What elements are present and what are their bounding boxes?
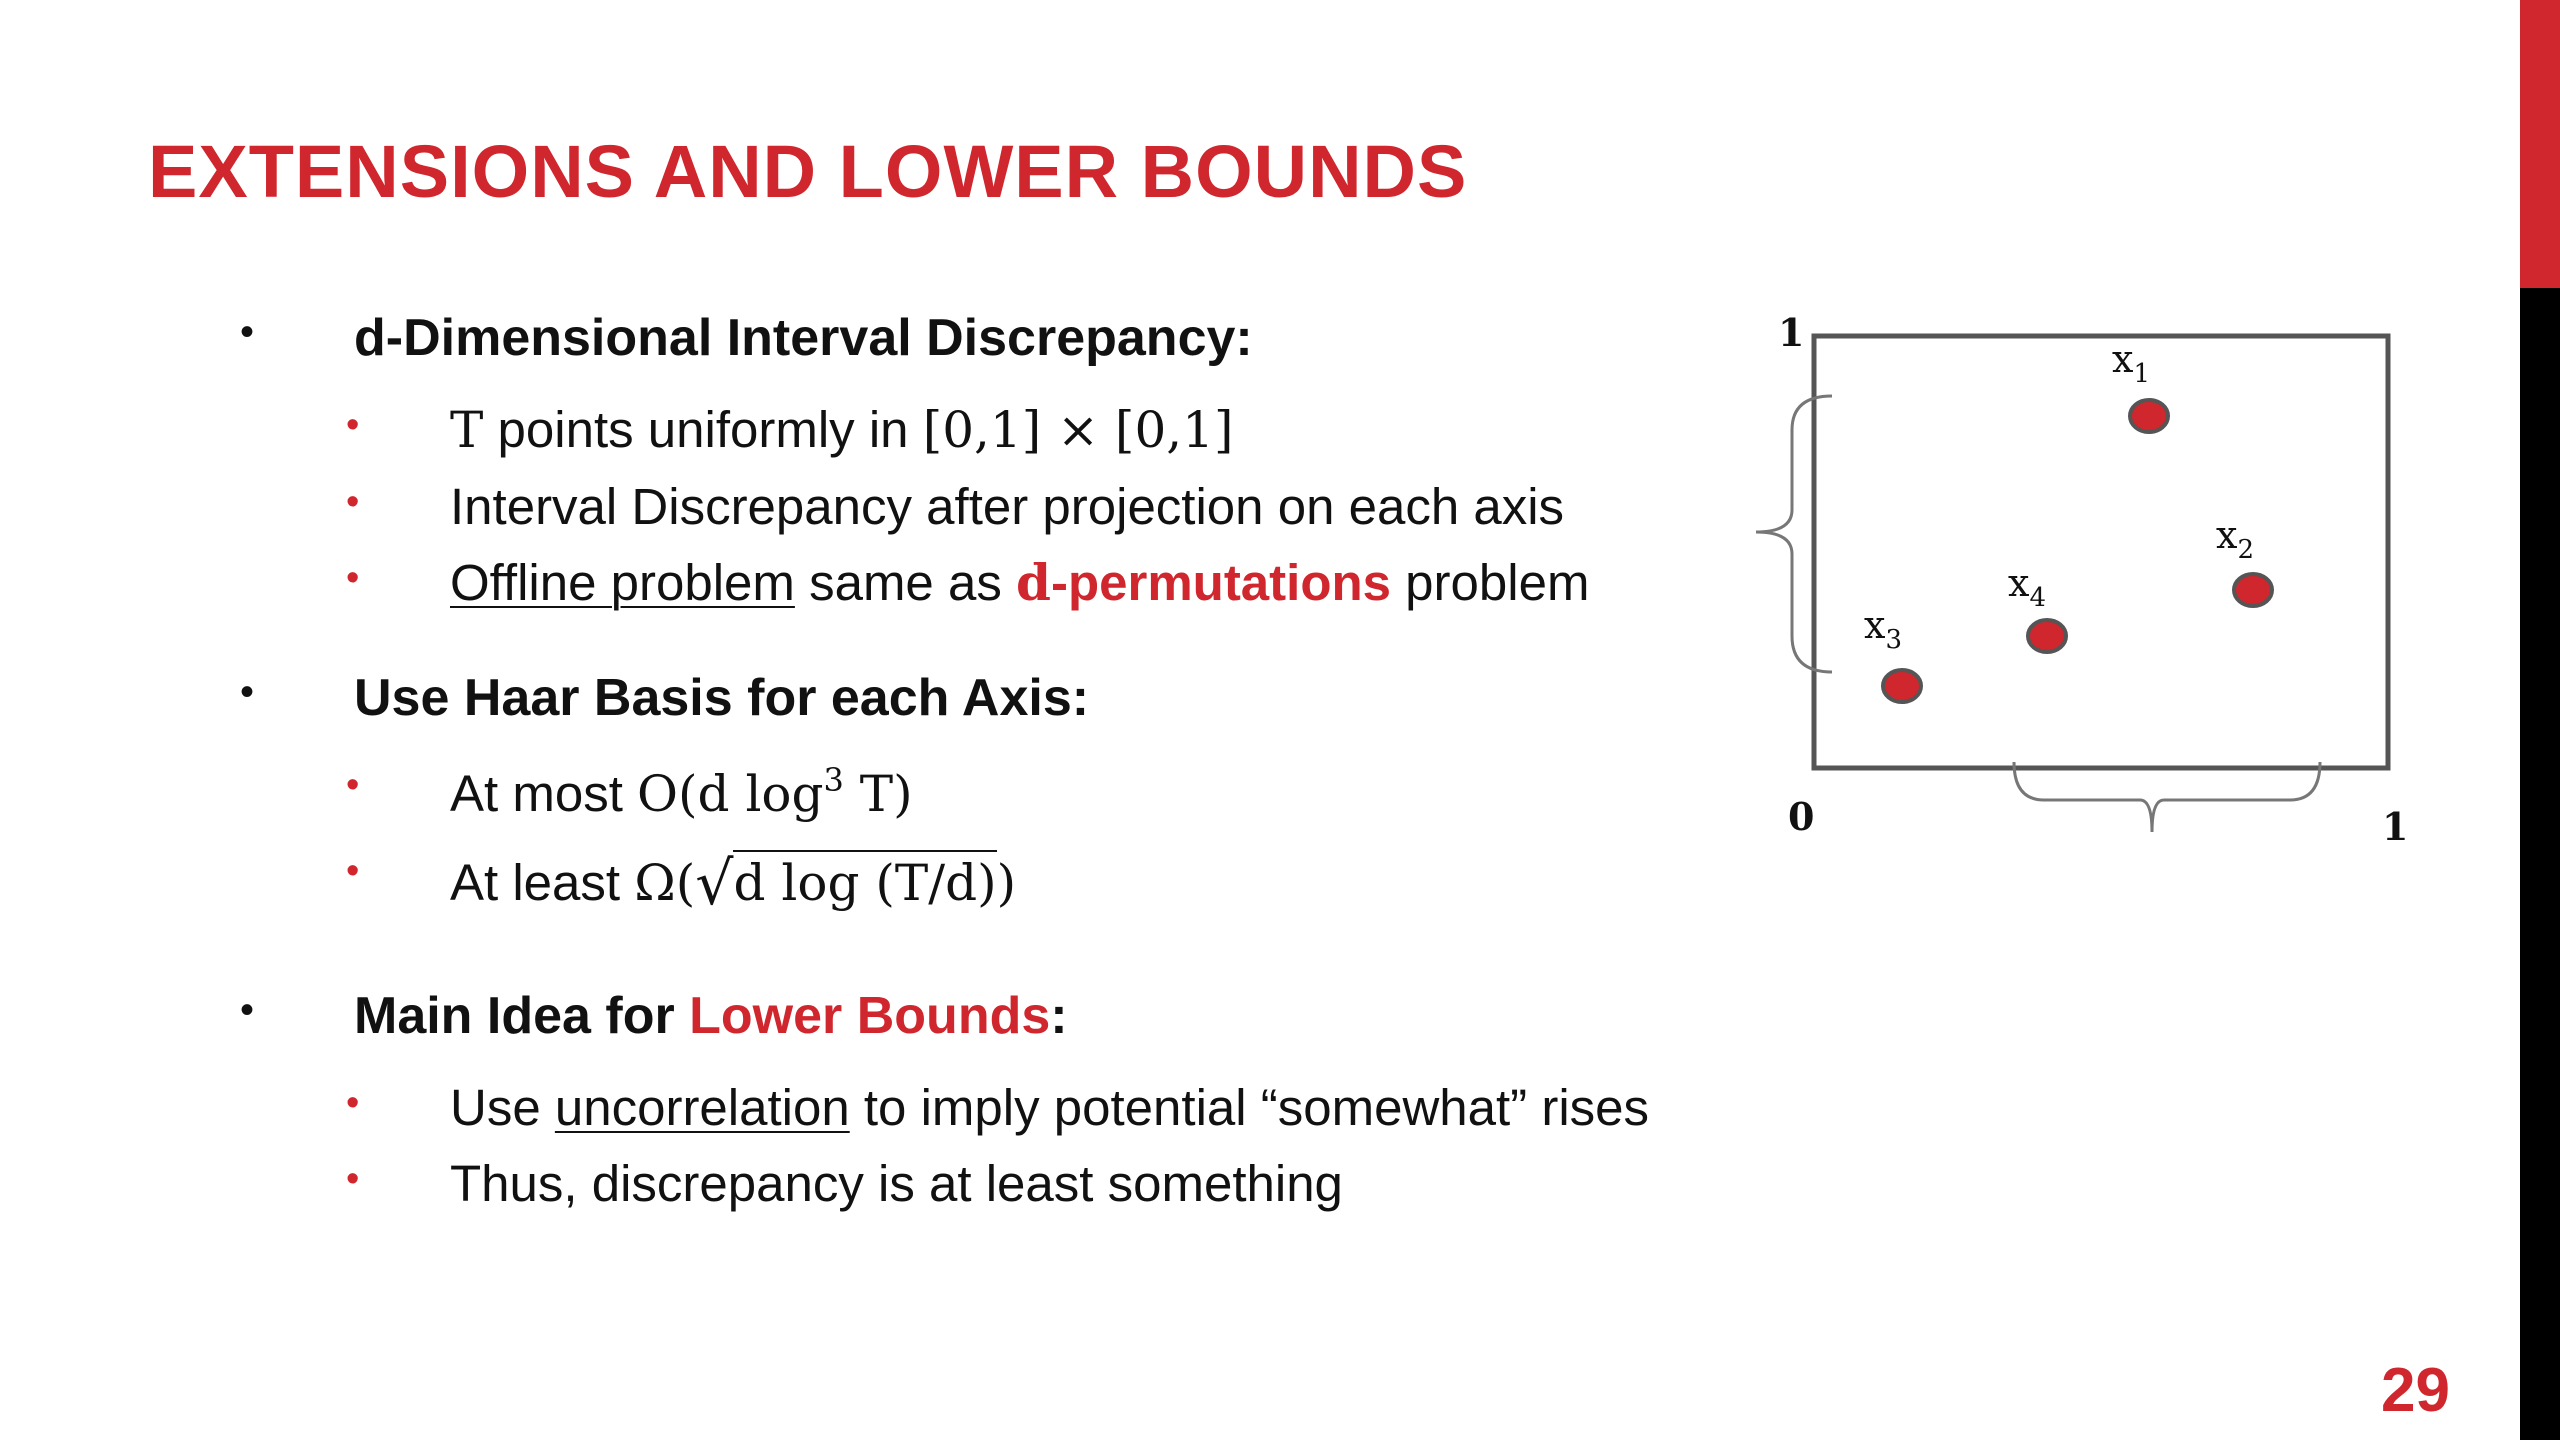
sub-bullet-dot: • [346, 764, 360, 806]
math-exponent: 3 [823, 761, 844, 799]
math-part: ) [996, 854, 1017, 912]
point-x1 [2130, 400, 2168, 432]
slide-title: EXTENSIONS AND LOWER BOUNDS [148, 130, 1468, 213]
bullet-label-colon: : [1050, 987, 1068, 1045]
sub-bullet-text: At least [450, 854, 635, 911]
radical-sign: √ [695, 849, 734, 919]
label-x4: $x_4$ [2008, 561, 2046, 613]
bullet-dot: • [240, 310, 255, 354]
bullet-label: Use Haar Basis for each Axis: [354, 669, 1090, 727]
sub-bullet-text: Use [450, 1079, 555, 1136]
bullet-dot: • [240, 988, 255, 1032]
sub-bullet-dot: • [346, 557, 360, 599]
sub-bullet-text: problem [1391, 554, 1590, 611]
y-interval-brace [1756, 396, 1832, 672]
permutations-highlight: -permutations [1050, 554, 1391, 611]
label-x3: $x_3$ [1864, 603, 1902, 655]
sub-bullet-text: points uniformly in [483, 401, 923, 458]
x-interval-brace [2014, 762, 2320, 832]
offline-problem-link: Offline problem [450, 554, 795, 611]
sub-bullet-text: same as [794, 554, 1016, 611]
sub-bullet-dot: • [346, 481, 360, 523]
point-x2 [2234, 574, 2272, 606]
lower-bounds-highlight: Lower Bounds [689, 987, 1051, 1045]
math-upper-bound [637, 761, 913, 823]
radicand: d log (T/d) [733, 850, 996, 912]
math-T: T [450, 401, 484, 459]
sub-bullet-dot: • [346, 1082, 360, 1124]
origin-label: 0 [1788, 794, 1815, 839]
math-unit-square: [0,1] × [0,1] [922, 401, 1234, 459]
bullet-dot: • [240, 670, 255, 714]
slide-dark-strip [2520, 288, 2560, 1440]
unit-square-diagram [1740, 300, 2440, 860]
y-axis-top-label: 1 [1778, 310, 1805, 355]
slide-accent-strip [2520, 0, 2560, 288]
sub-bullet-text: Thus, discrepancy is at least something [450, 1155, 1343, 1212]
point-x4 [2028, 620, 2066, 652]
sub-bullet-dot: • [346, 850, 360, 892]
sub-bullet-text: to imply potential “somewhat” rises [849, 1079, 1650, 1136]
math-part: O(d log [637, 765, 824, 823]
x-axis-right-label: 1 [2382, 804, 2409, 849]
math-lower-bound [634, 849, 1017, 919]
math-part: Ω( [634, 854, 696, 912]
page-number: 29 [2381, 1356, 2450, 1425]
sub-bullet-text: At most [450, 765, 638, 822]
point-x3 [1883, 670, 1921, 702]
sub-bullet-text: Interval Discrepancy after projection on each axis [450, 478, 1565, 535]
label-x1: $x_1$ [2112, 337, 2150, 389]
math-part: T) [843, 765, 913, 823]
bullet-label: d-Dimensional Interval Discrepancy: [354, 309, 1253, 367]
math-d: d [1016, 553, 1051, 612]
sub-bullet-dot: • [346, 1158, 360, 1200]
sub-bullet-dot: • [346, 404, 360, 446]
uncorrelation-link: uncorrelation [554, 1079, 850, 1136]
label-x2: $x_2$ [2216, 513, 2254, 565]
bullet-label: Main Idea for [354, 987, 690, 1045]
